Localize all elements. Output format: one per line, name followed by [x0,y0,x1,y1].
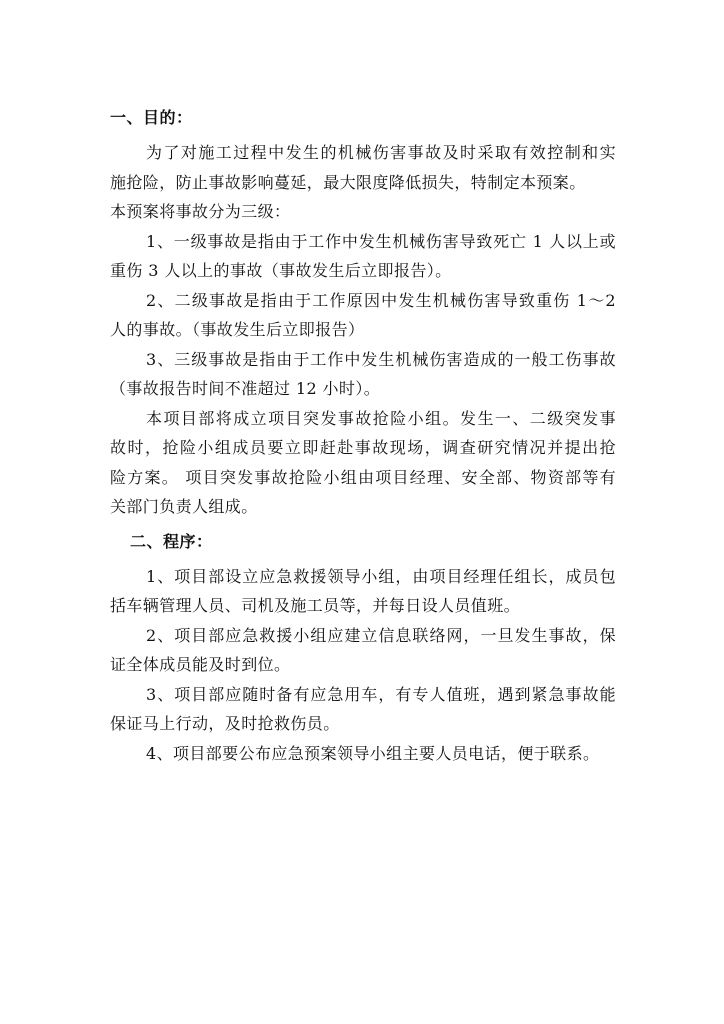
paragraph-level-3 [110,345,616,404]
paragraph-procedure-1 [110,562,616,621]
section-heading-procedure: 二、程序： [130,531,213,551]
text-line: 人的事故。（事故发生后立即报告） [110,320,365,339]
text-line: 1、一级事故是指由于工作中发生机械伤害导致死亡 1 人以上或 [146,231,616,251]
text-line: 保证马上行动，及时抢救伤员。 [110,714,340,733]
text-line: 本预案将事故分为三级： [110,202,291,221]
text-line: 3、项目部应随时备有应急用车，有专人值班，遇到紧急事故能 [146,684,616,704]
paragraph-purpose [110,138,616,197]
text-line: 故时，抢险小组成员要立即赶赴事故现场，调查研究情况并提出抢 [110,438,616,457]
paragraph-rescue-team [110,404,616,522]
text-line: 施抢险，防止事故影响蔓延，最大限度降低损失，特制定本预案。 [110,172,586,192]
paragraph-procedure-3 [110,680,616,739]
text-line: （事故报告时间不准超过 12 小时）。 [110,379,381,398]
paragraph-level-2 [110,286,616,345]
document-page [110,98,616,768]
text-line: 关部门负责人组成。 [110,497,258,516]
text-line: 括车辆管理人员、司机及施工员等，并每日设人员值班。 [110,596,521,615]
text-line: 1、项目部设立应急救援领导小组，由项目经理任组长，成员包 [146,566,616,586]
section-heading-purpose: 一、目的： [110,108,193,127]
text-line: 4、项目部要公布应急预案领导小组主要人员电话，便于联系。 [146,743,600,763]
paragraph-procedure-2 [110,621,616,680]
text-line: 为了对施工过程中发生的机械伤害事故及时采取有效控制和实 [146,143,616,162]
text-line: 本项目部将成立项目突发事故抢险小组。发生一、二级突发事 [146,408,616,428]
text-line: 证全体成员能及时到位。 [110,655,291,674]
text-line: 3、三级事故是指由于工作中发生机械伤害造成的一般工伤事故 [146,349,616,369]
text-line: 险方案。 项目突发事故抢险小组由项目经理、安全部、物资部等有 [110,467,616,487]
paragraph-procedure-4 [110,739,616,769]
paragraph-levels-intro [110,197,616,227]
paragraph-level-1 [110,227,616,286]
text-line: 2、项目部应急救援小组应建立信息联络网，一旦发生事故，保 [146,625,616,645]
text-line: 2、二级事故是指由于工作原因中发生机械伤害导致重伤 1～2 [146,290,616,310]
text-line: 重伤 3 人以上的事故（事故发生后立即报告）。 [110,261,452,280]
